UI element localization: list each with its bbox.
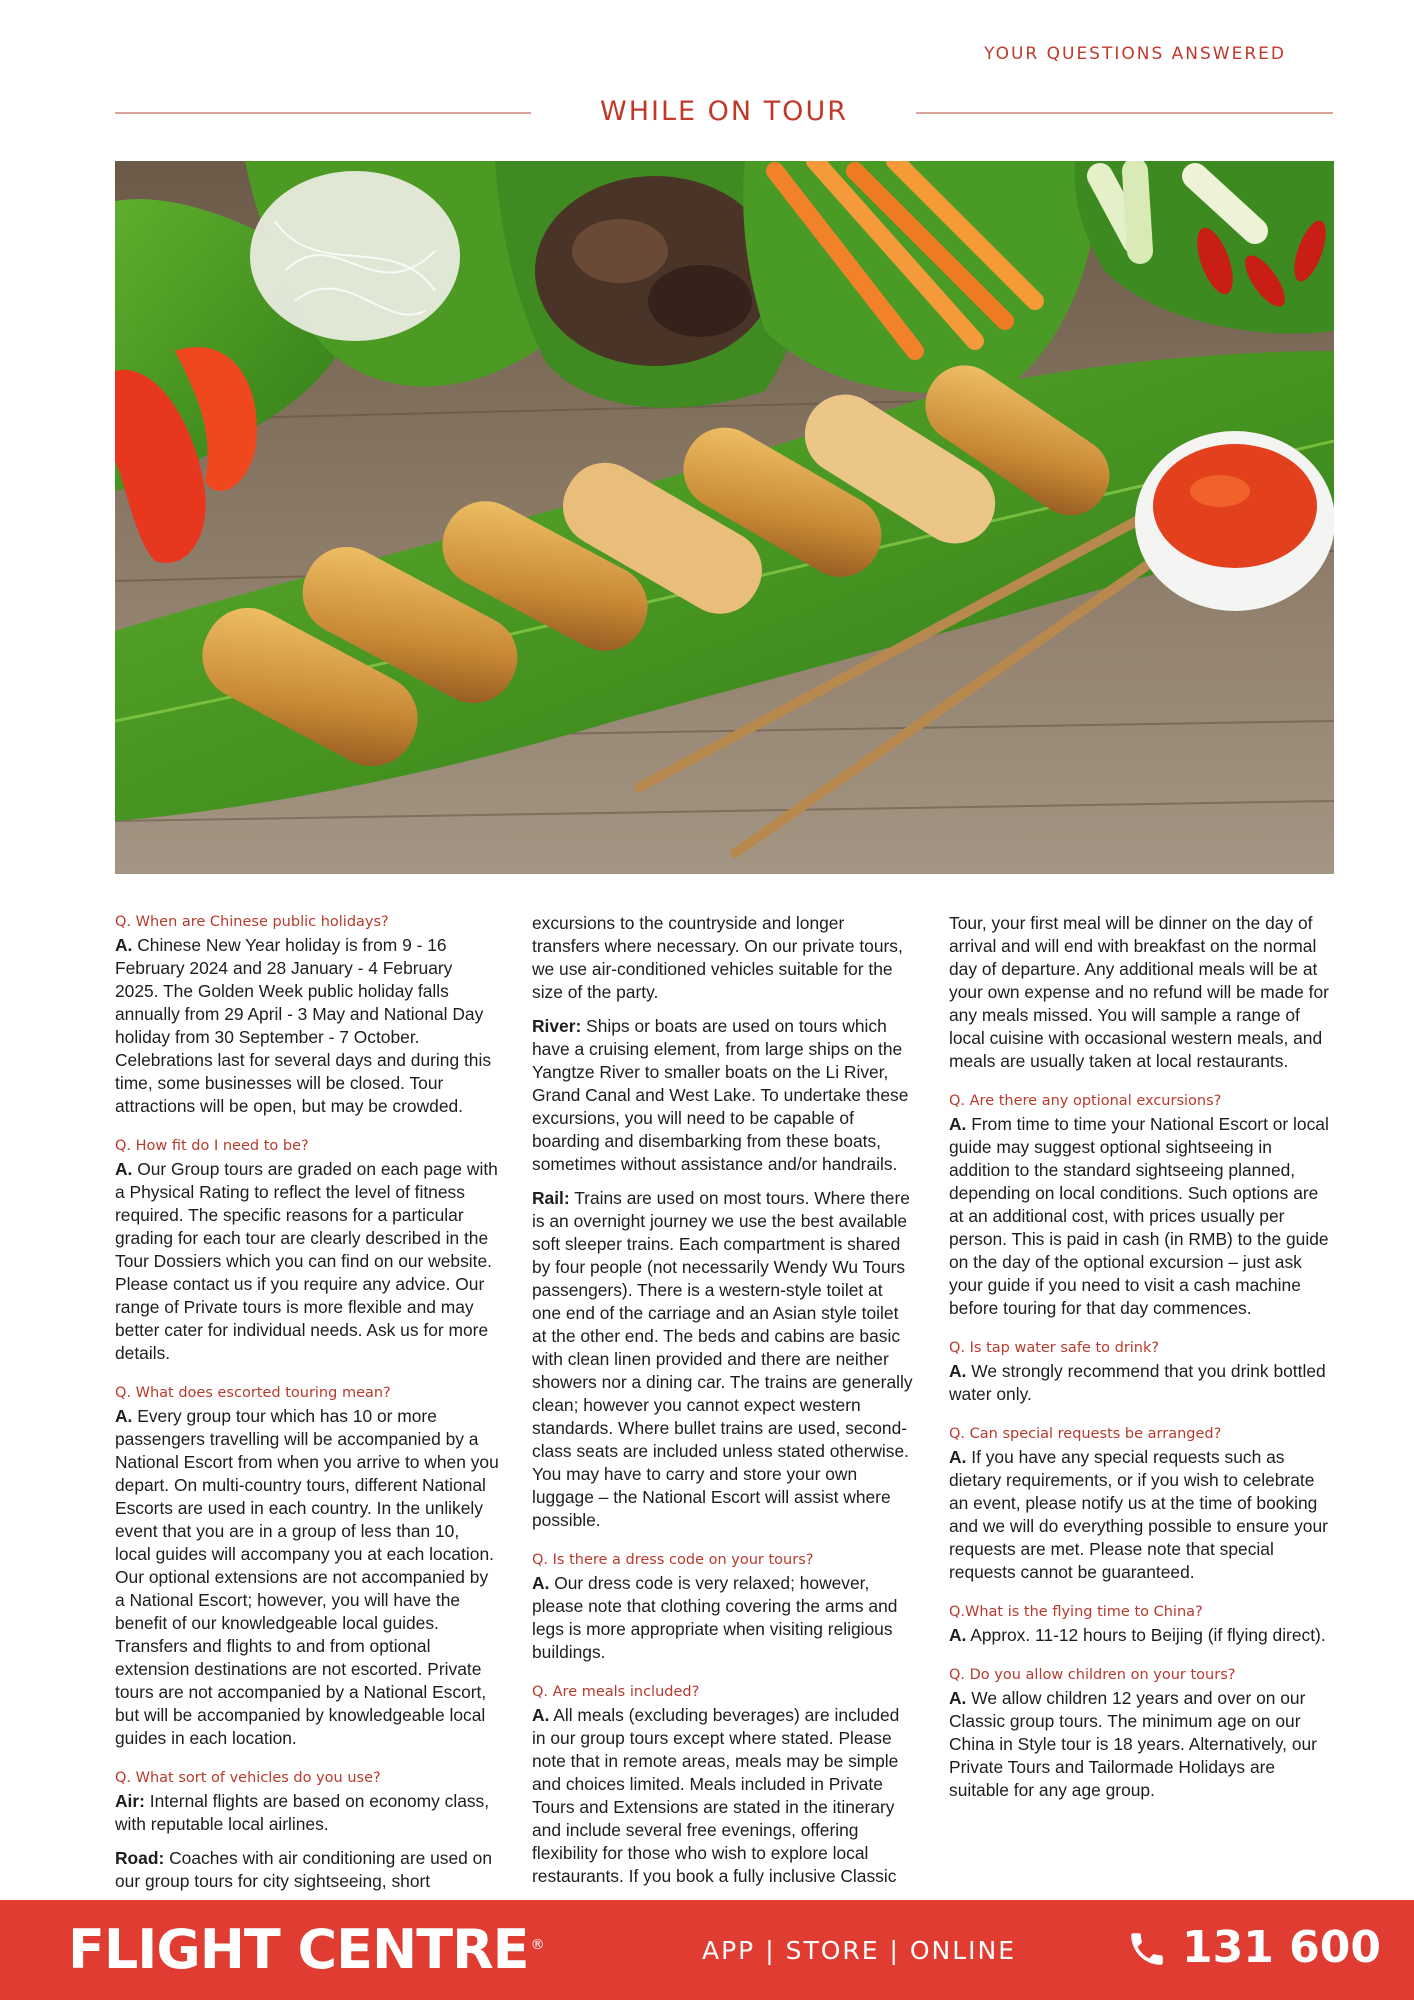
section-label: YOUR QUESTIONS ANSWERED — [984, 44, 1286, 64]
footer-channels: APP | STORE | ONLINE — [702, 1936, 1017, 1965]
answer-optional-excursions: A. From time to time your National Escort or local guide may suggest optional sightseeing in addition to the standard sightseeing planned, depending on local conditions. Such options are at an additional cost, with prices usually per person. This is paid in cash (in RMB) to the guide on the day of the optional excursion – just ask your guide if you need to visit a cash machine before touring for that day commences. — [949, 1114, 1329, 1318]
footer-banner — [0, 1900, 1414, 2000]
answer-meals: A. All meals (excluding beverages) are included in our group tours except where stated. Please note that in remote areas, meals may be simple and choices limited. Meals included in Private Tours and Extensions are stated in the itinerary and include several free evenings, offering flexibility for those who wish to explore local restaurants. If you book a fully inclusive Classic — [532, 1705, 900, 1886]
question-meals: Q. Are meals included? — [532, 1684, 700, 1700]
question-vehicles: Q. What sort of vehicles do you use? — [115, 1770, 381, 1786]
answer-dress-code: A. Our dress code is very relaxed; however, please note that clothing covering the arms and legs is more appropriate when visiting religious buildings. — [532, 1573, 898, 1662]
question-tap-water: Q. Is tap water safe to drink? — [949, 1340, 1160, 1356]
answer-flying-time: A. Approx. 11-12 hours to Beijing (if flying direct). — [949, 1625, 1326, 1645]
answer-special-requests: A. If you have any special requests such as dietary requirements, or if you wish to celebrate an event, please notify us at the time of booking and we will do everything possible to ensure your requests are met. Please note that special requests cannot be guaranteed. — [949, 1447, 1328, 1582]
answer-road: Road: Coaches with air conditioning are used on our group tours for city sightseeing, short — [115, 1848, 493, 1891]
answer-rail: Rail: Trains are used on most tours. Where there is an overnight journey we use the best available soft sleeper trains. Each compartment is shared by four people (not necessarily Wendy Wu Tours passengers). There is a western-style toilet at one end of the carriage and an Asian style toilet at the other end. The beds and cabins are basic with clean linen provided and there are neither showers nor a dining car. The trains are generally clean; however you cannot expect western standards. Where bullet trains are used, second-class seats are included unless stated otherwise. You may have to carry and store your own luggage – the National Escort will assist where possible. — [532, 1188, 913, 1530]
phone-icon — [1126, 1927, 1168, 1971]
question-dress-code: Q. Is there a dress code on your tours? — [532, 1552, 814, 1568]
title-row — [115, 96, 1333, 132]
answer-fitness: A. Our Group tours are graded on each page with a Physical Rating to reflect the level of fitness required. The specific reasons for a particular grading for each tour are clearly described in the Tour Dossiers which you can find on our website. Please contact us if you require any advice. Our range of Private tours is more flexible and may better cater for individual needs. Ask us for more details. — [115, 1159, 498, 1363]
question-optional-excursions: Q. Are there any optional excursions? — [949, 1093, 1222, 1109]
question-holidays: Q. When are Chinese public holidays? — [115, 914, 389, 930]
answer-meals-continued: Tour, your first meal will be dinner on the day of arrival and will end with breakfast on the normal day of departure. Any additional meals will be at your own expense and no refund will be made for any meals missed. You will sample a range of local cuisine with occasional western meals, and meals are usually taken at local restaurants. — [949, 913, 1329, 1071]
page-title: WHILE ON TOUR — [600, 96, 848, 127]
column-2 — [532, 912, 916, 1888]
question-escorted-touring: Q. What does escorted touring mean? — [115, 1385, 391, 1401]
answer-escorted-touring: A. Every group tour which has 10 or more passengers travelling will be accompanied by a National Escort from when you arrive to when you depart. On multi-country tours, different National Escorts are used in each country. In the unlikely event that you are in a group of less than 10, local guides will accompany you at each location. Our optional extensions are not accompanied by a National Escort; however, you will have the benefit of our knowledgeable local guides. Transfers and flights to and from optional extension destinations are not escorted. Private tours are not accompanied by a National Escort, but will be accompanied by knowledgeable local guides in each location. — [115, 1406, 499, 1748]
question-special-requests: Q. Can special requests be arranged? — [949, 1426, 1222, 1442]
phone-number[interactable]: 131 600 — [1182, 1922, 1382, 1973]
answer-river: River: Ships or boats are used on tours which have a cruising element, from large ships on the Yangtze River to smaller boats on the Li River, Grand Canal and West Lake. To undertake these excursions, you will need to be capable of boarding and disembarking from these boats, sometimes without assistance and/or handrails. — [532, 1016, 909, 1174]
spring-rolls-photo — [115, 161, 1334, 874]
answer-air: Air: Internal flights are based on economy class, with reputable local airlines. — [115, 1791, 490, 1834]
title-divider-right — [916, 112, 1333, 114]
column-1 — [115, 912, 499, 1893]
question-fitness: Q. How fit do I need to be? — [115, 1138, 309, 1154]
answer-road-continued: excursions to the countryside and longer transfers where necessary. On our private tours, we use air-conditioned vehicles suitable for the size of the party. — [532, 913, 903, 1002]
column-3 — [949, 912, 1333, 1802]
question-children: Q. Do you allow children on your tours? — [949, 1667, 1236, 1683]
question-flying-time: Q.What is the flying time to China? — [949, 1604, 1203, 1620]
flight-centre-logo: FLIGHT CENTRE ® — [68, 1918, 544, 1981]
answer-holidays: A. Chinese New Year holiday is from 9 - 16 February 2024 and 28 January - 4 February 2025. The Golden Week public holiday falls annually from 29 April - 3 May and National Day holiday from 30 September - 7 October. Celebrations last for several days and during this time, some businesses will be closed. Tour attractions will be open, but may be crowded. — [115, 935, 492, 1116]
answer-tap-water: A. We strongly recommend that you drink bottled water only. — [949, 1361, 1326, 1404]
answer-children: A. We allow children 12 years and over on our Classic group tours. The minimum age on our China in Style tour is 18 years. Alternatively, our Private Tours and Tailormade Holidays are suitable for any age group. — [949, 1688, 1317, 1800]
